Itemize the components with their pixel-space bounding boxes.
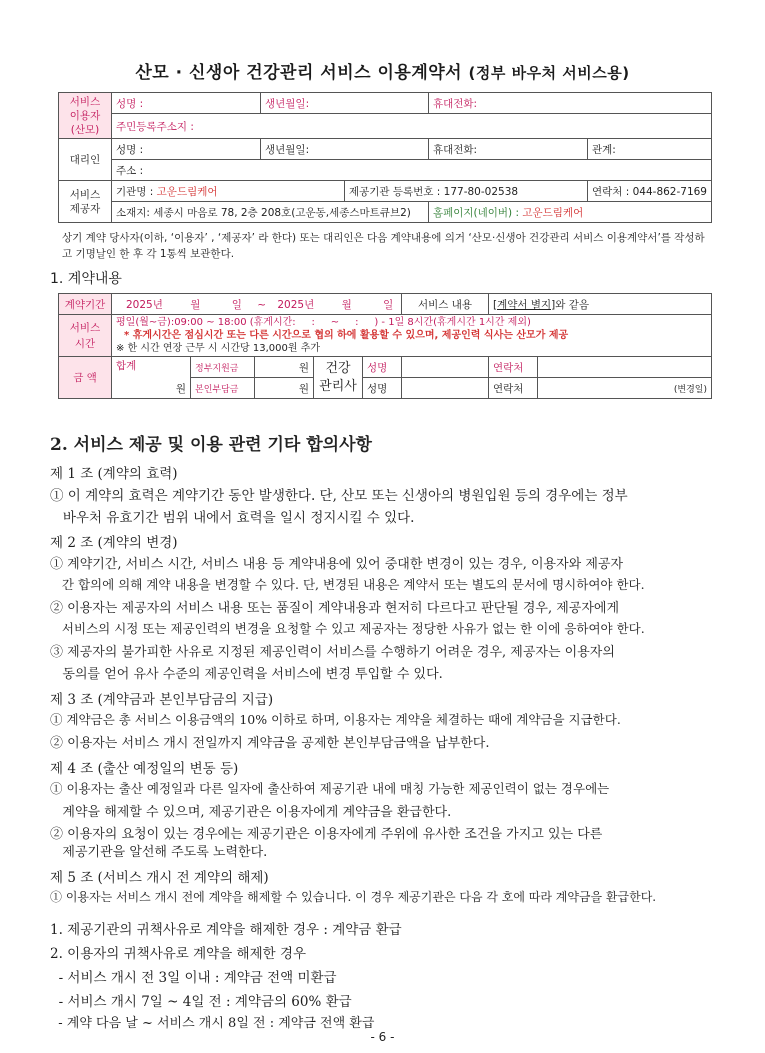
contact-value: 044-862-7169 <box>632 185 707 198</box>
article-2-title: 제 2 조 (계약의 변경) <box>50 535 178 551</box>
service-content-suffix: 와 같음 <box>555 298 590 311</box>
total-label: 합계 <box>116 360 137 372</box>
section2-heading: 2. 서비스 제공 및 이용 관련 기타 합의사항 <box>50 435 372 455</box>
service-content-value: [계약서 별지] <box>493 298 556 311</box>
article-3-line-1: ① 계약금은 총 서비스 이용금액의 10% 이하로 하며, 이용자는 계약을 체결하는 때에 계약금을 지급한다. <box>50 712 621 727</box>
period-day-1: 일 <box>231 298 242 311</box>
org-label: 기관명 : <box>116 185 154 198</box>
article-1-line-1: ① 이 계약의 효력은 계약기간 동안 발생한다. 단, 산모 또는 신생아의 병원입원 등의 경우에는 정부 <box>50 488 628 504</box>
user-birth-field[interactable]: 생년월일: <box>261 93 429 114</box>
homepage-label: 홈페이지(네이버) : <box>432 206 520 219</box>
total-won: 원 <box>175 383 186 395</box>
service-time-field[interactable] <box>112 315 712 357</box>
agent-phone-field[interactable]: 휴대전화: <box>428 139 587 160</box>
article-5-line-1: ① 이용자는 서비스 개시 전에 계약을 해제할 수 있습니다. 이 경우 제공기관은 다음 각 호에 따라 계약금을 환급한다. <box>50 890 657 904</box>
self-won[interactable]: 원 <box>255 378 314 399</box>
period-month-2: 월 <box>341 298 352 311</box>
service-content-field <box>489 294 712 315</box>
article-2-line-6: 동의를 얻어 유사 수준의 제공인력을 서비스에 변경 투입할 수 있다. <box>50 667 443 682</box>
article-2-line-4: 서비스의 시정 또는 제공인력의 변경을 요청할 수 있고 제공자는 정당한 사유가 없는 한 이에 응하여야 한다. <box>50 621 645 636</box>
refund-item-4: - 서비스 개시 7일 ~ 4일 전 : 계약금의 60% 환급 <box>50 994 352 1010</box>
parties-table <box>58 92 712 223</box>
agent-birth-field[interactable]: 생년월일: <box>261 139 429 160</box>
article-4-line-1: ① 이용자는 출산 예정일과 다른 일자에 출산하여 제공기관 내에 매칭 가능한 제공인력이 없는 경우에는 <box>50 781 610 796</box>
total-amount-field[interactable] <box>112 357 191 399</box>
agent-address-field[interactable]: 주소 : <box>112 160 712 181</box>
provider-reg <box>344 181 587 202</box>
document-title <box>0 58 765 83</box>
period-day-2: 일 <box>383 298 394 311</box>
provider-contact <box>587 181 711 202</box>
refund-item-3: - 서비스 개시 전 3일 이내 : 계약금 전액 미환급 <box>50 970 337 986</box>
self-label: 본인부담금 <box>191 378 255 399</box>
contact-label: 연락처 : <box>591 185 630 198</box>
article-3-line-2: ② 이용자는 서비스 개시 전일까지 계약금을 공제한 본인부담금액을 납부한다. <box>50 736 490 751</box>
agent-label: 대리인 <box>59 139 112 181</box>
amount-label: 금 액 <box>59 357 112 399</box>
period-field[interactable] <box>112 294 402 315</box>
mgr-name-field-1[interactable] <box>402 357 489 378</box>
service-time-label: 서비스 시간 <box>59 315 112 357</box>
homepage-value: 고운드림케어 <box>522 206 584 219</box>
title-main: 산모 · 신생아 건강관리 서비스 이용계약서 <box>135 63 463 83</box>
mgr-contact-label-2: 연락처 <box>489 378 538 399</box>
article-4-line-2: 계약을 해제할 수 있으며, 제공기관은 이용자에게 계약금을 환급한다. <box>50 805 452 820</box>
period-month-1: 월 <box>190 298 201 311</box>
user-label: 서비스 이용자 (산모) <box>59 93 112 139</box>
article-2-line-2: 간 합의에 의해 계약 내용을 변경할 수 있다. 단, 변경된 내용은 계약서 또는 별도의 문서에 명시하여야 한다. <box>50 577 645 592</box>
gov-won[interactable]: 원 <box>255 357 314 378</box>
user-address-field[interactable]: 주민등록주소지 : <box>112 114 712 139</box>
article-4-line-3: ② 이용자의 요청이 있는 경우에는 제공기관은 이용자에게 주위에 유사한 조건을 가지고 있는 다른 <box>50 827 603 842</box>
refund-item-1: 1. 제공기관의 귀책사유로 계약을 해제한 경우 : 계약금 환급 <box>50 922 402 938</box>
period-start: 2025년 <box>126 298 163 311</box>
agreement-note: 상기 계약 당사자(이하, ‘이용자’ , ‘제공자’ 라 한다) 또는 대리인은 다음 계약내용에 의거 ‘산모·신생아 건강관리 서비스 이용계약서’를 작성하고 기명날인 한 후 각 1통씩 보관한다. <box>62 232 705 260</box>
article-4-line-4: 제공기관을 알선해 주도록 노력한다. <box>50 845 268 860</box>
org-value: 고운드림케어 <box>156 185 218 198</box>
reg-value: 177-80-02538 <box>443 185 519 198</box>
user-phone-field[interactable]: 휴대전화: <box>428 93 711 114</box>
user-name-field[interactable]: 성명 : <box>112 93 261 114</box>
mgr-name-label-1: 성명 <box>363 357 402 378</box>
article-1-title: 제 1 조 (계약의 효력) <box>50 466 178 482</box>
period-end: 2025년 <box>277 298 315 311</box>
provider-label: 서비스 제공자 <box>59 181 112 223</box>
refund-item-5: - 계약 다음 날 ~ 서비스 개시 8일 전 : 계약금 전액 환급 <box>50 1016 375 1031</box>
manager-label: 건강 관리사 <box>314 357 363 399</box>
mgr-name-label-2: 성명 <box>363 378 402 399</box>
article-5-title: 제 5 조 (서비스 개시 전 계약의 해제) <box>50 870 269 886</box>
mgr-contact-label-1: 연락처 <box>489 357 538 378</box>
service-content-label: 서비스 내용 <box>402 294 489 315</box>
article-4-title: 제 4 조 (출산 예정일의 변동 등) <box>50 761 239 777</box>
mgr-changed: (변경일) <box>538 378 712 399</box>
title-sub: (정부 바우처 서비스용) <box>468 64 630 82</box>
provider-location: 소재지: 세종시 마음로 78, 2층 208호(고운동,세종스마트큐브2) <box>112 202 429 223</box>
section1-heading: 1. 계약내용 <box>50 271 122 287</box>
provider-homepage <box>428 202 711 223</box>
article-2-line-3: ② 이용자는 제공자의 서비스 내용 또는 품질이 계약내용과 현저히 다르다고 판단될 경우, 제공자에게 <box>50 601 620 616</box>
mgr-name-field-2[interactable] <box>402 378 489 399</box>
service-time-line: 평일(월~금):09:00 ~ 18:00 (휴게시간: : ~ : ) - 1일 8시간(휴게시간 1시간 제외) <box>116 317 531 328</box>
service-time-extra: ※ 한 시간 연장 근무 시 시간당 13,000원 추가 <box>116 343 321 354</box>
article-2-line-5: ③ 제공자의 불가피한 사유로 지정된 제공인력이 서비스를 수행하기 어려운 경우, 제공자는 이용자의 <box>50 645 615 660</box>
period-tilde: ~ <box>257 298 267 311</box>
reg-label: 제공기관 등록번호 : <box>348 185 441 198</box>
service-time-note: * 휴게시간은 점심시간 또는 다른 시간으로 협의 하에 활용할 수 있으며, 제공인력 식사는 산모가 제공 <box>124 330 569 341</box>
article-1-line-2: 바우처 유효기간 범위 내에서 효력을 일시 정지시킬 수 있다. <box>50 510 415 526</box>
article-3-title: 제 3 조 (계약금과 본인부담금의 지급) <box>50 692 274 708</box>
period-label: 계약기간 <box>59 294 112 315</box>
agent-relation-field[interactable]: 관계: <box>587 139 711 160</box>
mgr-contact-field-1[interactable] <box>538 357 712 378</box>
gov-label: 정부지원금 <box>191 357 255 378</box>
contract-table <box>58 293 712 399</box>
provider-org <box>112 181 345 202</box>
agent-name-field[interactable]: 성명 : <box>112 139 261 160</box>
page-number: - 6 - <box>370 1030 395 1044</box>
article-2-line-1: ① 계약기간, 서비스 시간, 서비스 내용 등 계약내용에 있어 중대한 변경이 있는 경우, 이용자와 제공자 <box>50 557 624 572</box>
refund-item-2: 2. 이용자의 귀책사유로 계약을 해제한 경우 <box>50 946 307 962</box>
